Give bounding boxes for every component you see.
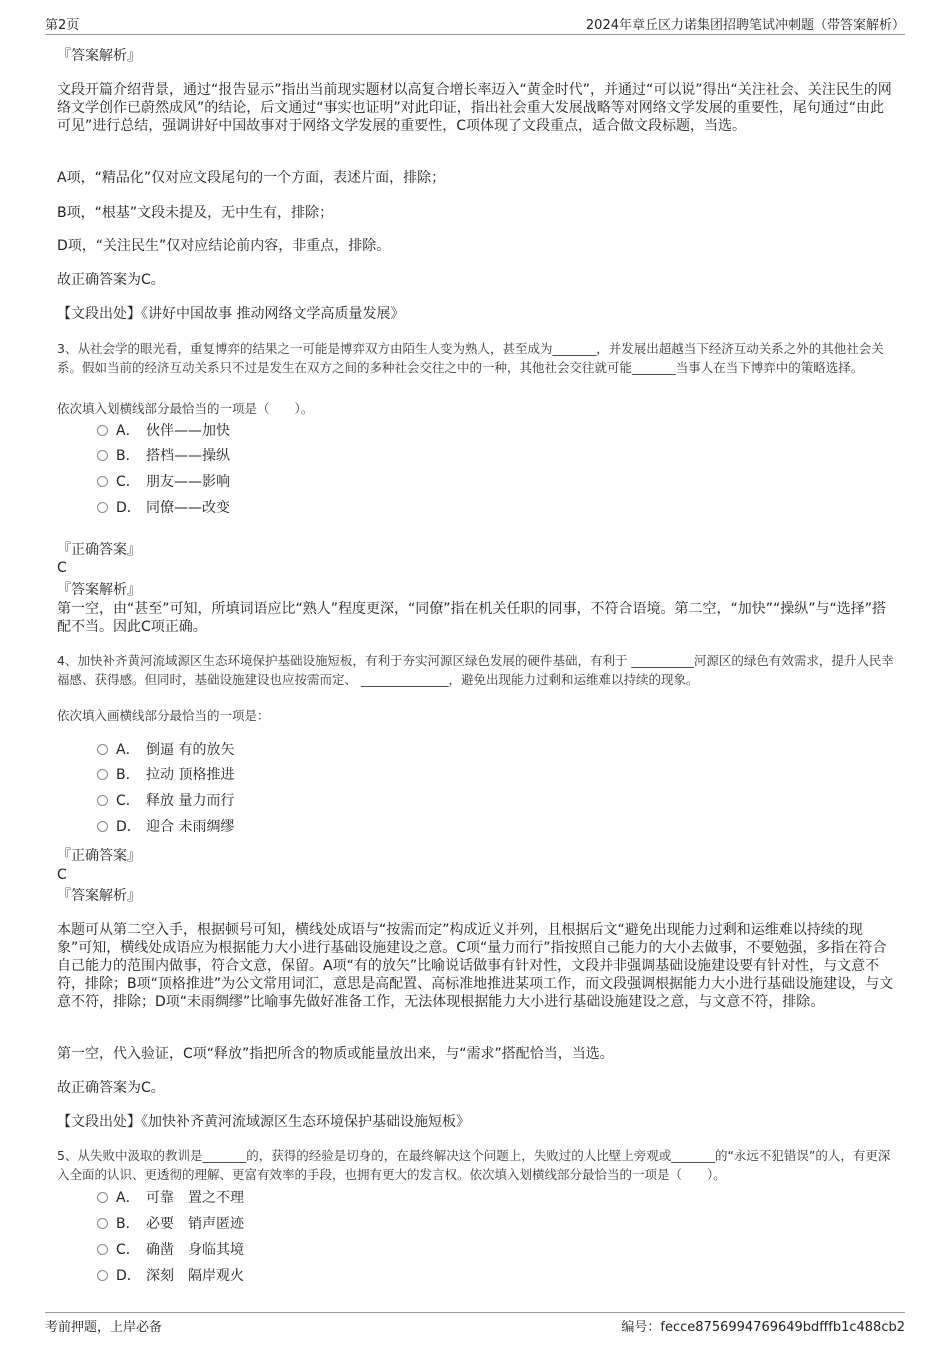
q4-analysis-2: 第一空，代入验证，C项“释放”指把所含的物质或能量放出来，与“需求”搭配恰当，当选。 [57, 1046, 614, 1062]
q2-source: 【文段出处】《讲好中国故事 推动网络文学高质量发展》 [57, 306, 405, 322]
q4-stem: 4、加快补齐黄河流域源区生态环境保护基础设施短板，有利于夯实河源区绿色发展的硬件基础，有利于 __________河源区的绿色有效需求，提升人民幸福感、获得感。但同时，基础设施建设也应按需而定、 ______________，避免出现能力过剩和运维难以持续的现象。 [57, 653, 894, 687]
radio-icon[interactable] [97, 1270, 108, 1281]
q4-answer: C [57, 867, 67, 883]
q5-option-b[interactable]: B． 必要 销声匿迹 [97, 1214, 244, 1234]
q2-option-d-analysis: D项，“关注民生”仅对应结论前内容，非重点，排除。 [57, 238, 391, 254]
q4-answer-title: 『正确答案』 [57, 848, 141, 864]
q4-option-d[interactable]: D． 迎合 未雨绸缪 [97, 817, 234, 837]
document-code: 编号：fecce8756994769649bdfffb1c488cb2 [621, 1320, 905, 1335]
radio-icon[interactable] [97, 795, 108, 806]
q2-option-a-analysis: A项，“精品化”仅对应文段尾句的一个方面，表述片面，排除； [57, 170, 446, 186]
page-header [45, 12, 905, 35]
q2-conclusion: 故正确答案为C。 [57, 272, 165, 288]
q4-conclusion: 故正确答案为C。 [57, 1080, 165, 1096]
q4-source: 【文段出处】《加快补齐黄河流域源区生态环境保护基础设施短板》 [57, 1114, 470, 1130]
page-footer [45, 1312, 905, 1335]
radio-icon[interactable] [97, 1244, 108, 1255]
q3-analysis: 第一空，由“甚至”可知，所填词语应比“熟人”程度更深，“同僚”指在机关任职的同事，不符合语境。第二空，“加快”“操纵”与“选择”搭配不当。因此C项正确。 [57, 601, 887, 635]
q5-option-d[interactable]: D． 深刻 隔岸观火 [97, 1266, 244, 1286]
q2-analysis-title: 『答案解析』 [57, 48, 141, 64]
radio-icon[interactable] [97, 821, 108, 832]
q3-ask: 依次填入划横线部分最恰当的一项是（ ）。 [57, 401, 314, 416]
q3-option-a[interactable]: A． 伙伴——加快 [97, 421, 230, 441]
q3-option-c[interactable]: C． 朋友——影响 [97, 472, 230, 492]
q3-option-d[interactable]: D． 同僚——改变 [97, 498, 230, 518]
q5-stem: 5、从失败中汲取的教训是_______的，获得的经验是切身的，在最终解决这个问题上，失败过的人比壁上旁观或_______的“永远不犯错误”的人，有更深入全面的认识、更透彻的理解、更富有效率的手段，也拥有更大的发言权。依次填入划横线部分最恰当的一项是（ ）。 [57, 1148, 891, 1182]
radio-icon[interactable] [97, 502, 108, 513]
page-number: 第2页 [45, 18, 80, 33]
radio-icon[interactable] [97, 425, 108, 436]
q4-analysis-title: 『答案解析』 [57, 888, 141, 904]
q5-option-a[interactable]: A． 可靠 置之不理 [97, 1188, 244, 1208]
q3-stem: 3、从社会学的眼光看，重复博弈的结果之一可能是博弈双方由陌生人变为熟人，甚至成为_______，并发展出超越当下经济互动关系之外的其他社会关系。假如当前的经济互动关系只不过是发生在双方之间的多种社会交往之中的一种，其他社会交往就可能_______当事人在当下博弈中的策略选择。 [57, 341, 884, 375]
q2-option-b-analysis: B项，“根基”文段未提及，无中生有，排除； [57, 205, 334, 221]
q2-analysis-text: 文段开篇介绍背景，通过“报告显示”指出当前现实题材以高复合增长率迈入“黄金时代”，并通过“可以说”得出“关注社会、关注民生的网络文学创作已蔚然成风”的结论，后文通过“事实也证明”对此印证，指出社会重大发展战略等对网络文学发展的重要性，尾句通过“由此可见”进行总结，强调讲好中国故事对于网络文学发展的重要性，C项体现了文段重点，适合做文段标题，当选。 [57, 82, 892, 134]
document-title: 2024年章丘区力诺集团招聘笔试冲刺题（带答案解析） [585, 18, 905, 33]
radio-icon[interactable] [97, 769, 108, 780]
q4-option-c[interactable]: C． 释放 量力而行 [97, 791, 234, 811]
q3-analysis-title: 『答案解析』 [57, 582, 141, 598]
q4-analysis: 本题可从第二空入手，根据顿号可知，横线处成语与“按需而定”构成近义并列，且根据后文“避免出现能力过剩和运维难以持续的现象”可知，横线处成语应为根据能力大小进行基础设施建设之意。C项“量力而行”指按照自己能力的大小去做事，不要勉强，多指在符合自己能力的范围内做事，符合文意，保留。A项“有的放矢”比喻说话做事有针对性，文段并非强调基础设施建设要有针对性，与文意不符，排除；B项“顶格推进”为公文常用词汇，意思是高配置、高标准地推进某项工作，而文段强调根据能力大小进行基础设施建设，与文意不符，排除；D项“未雨绸缪”比喻事先做好准备工作，无法体现根据能力大小进行基础设施建设之意，与文意不符，排除。 [57, 922, 894, 1010]
q4-option-a[interactable]: A． 倒逼 有的放矢 [97, 740, 234, 760]
q3-answer-title: 『正确答案』 [57, 542, 141, 558]
q3-option-b[interactable]: B． 搭档——操纵 [97, 446, 230, 466]
q4-ask: 依次填入画横线部分最恰当的一项是： [57, 708, 270, 723]
q4-option-b[interactable]: B． 拉动 顶格推进 [97, 765, 234, 785]
footer-slogan: 考前押题，上岸必备 [45, 1320, 163, 1335]
q5-option-c[interactable]: C． 确凿 身临其境 [97, 1240, 244, 1260]
q3-answer: C [57, 560, 67, 576]
radio-icon[interactable] [97, 1218, 108, 1229]
radio-icon[interactable] [97, 1192, 108, 1203]
radio-icon[interactable] [97, 450, 108, 461]
radio-icon[interactable] [97, 744, 108, 755]
radio-icon[interactable] [97, 476, 108, 487]
